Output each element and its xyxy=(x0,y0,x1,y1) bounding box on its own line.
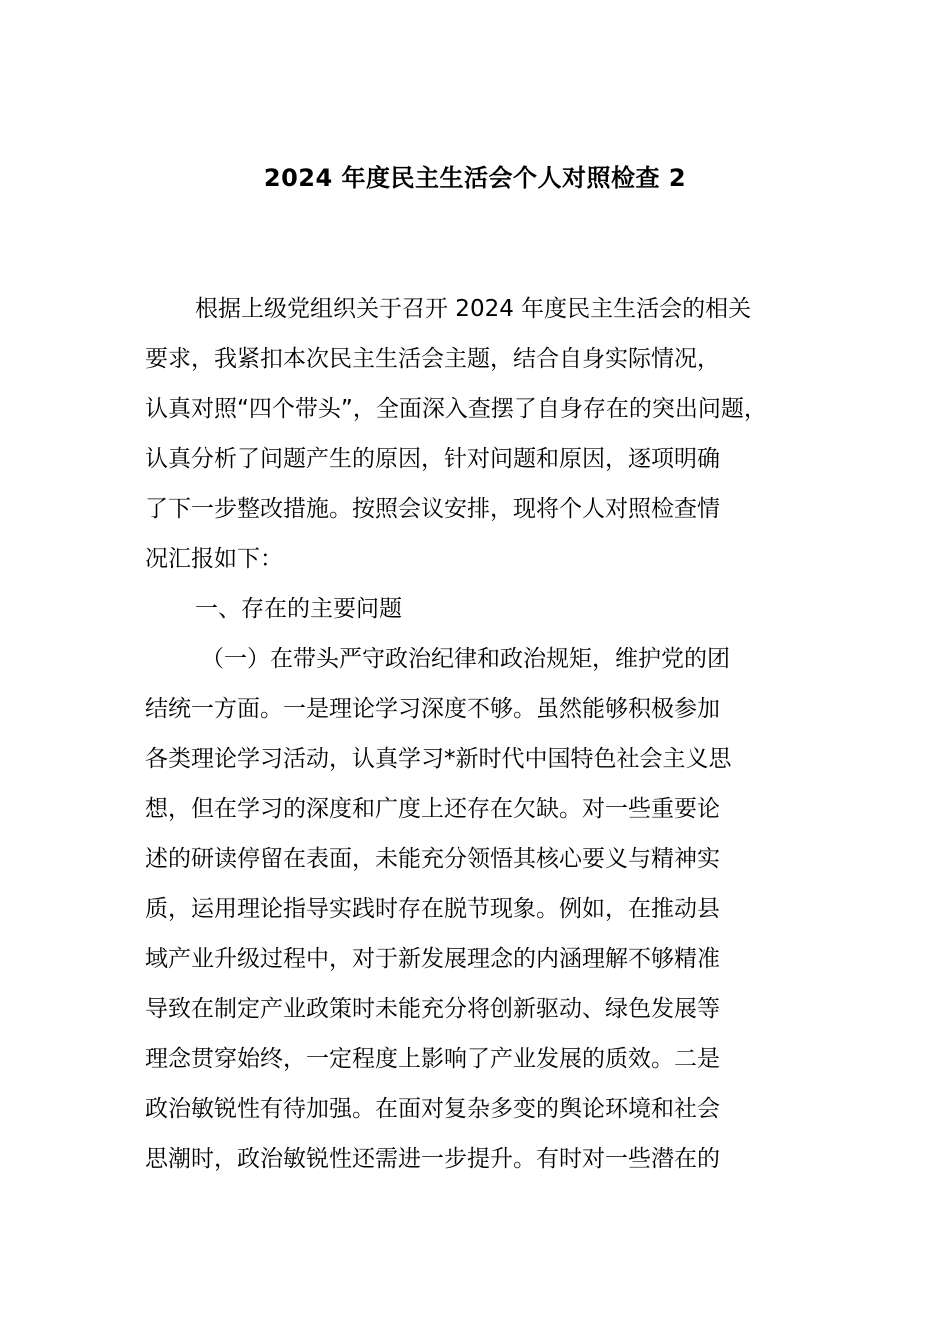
body-line: 质，运用理论指导实践时存在脱节现象。例如，在推动县 xyxy=(145,896,720,922)
body-line: 认真分析了问题产生的原因，针对问题和原因，逐项明确 xyxy=(145,446,720,472)
document-body xyxy=(145,284,825,1184)
body-line: 况汇报如下： xyxy=(145,546,283,572)
body-line: 一、存在的主要问题 xyxy=(195,596,402,622)
body-line: 想，但在学习的深度和广度上还存在欠缺。对一些重要论 xyxy=(145,796,720,822)
body-line: 述的研读停留在表面，未能充分领悟其核心要义与精神实 xyxy=(145,846,720,872)
body-line: 政治敏锐性有待加强。在面对复杂多变的舆论环境和社会 xyxy=(145,1096,720,1122)
body-line: （一）在带头严守政治纪律和政治规矩，维护党的团 xyxy=(201,646,730,672)
body-line: 了下一步整改措施。按照会议安排，现将个人对照检查情 xyxy=(145,496,720,522)
body-line: 各类理论学习活动，认真学习*新时代中国特色社会主义思 xyxy=(145,746,732,772)
body-line: 思潮时，政治敏锐性还需进一步提升。有时对一些潜在的 xyxy=(145,1146,720,1172)
body-line: 导致在制定产业政策时未能充分将创新驱动、绿色发展等 xyxy=(145,996,720,1022)
body-line: 域产业升级过程中，对于新发展理念的内涵理解不够精准 xyxy=(145,946,720,972)
body-line: 根据上级党组织关于召开 2024 年度民主生活会的相关 xyxy=(195,296,752,322)
body-line: 要求，我紧扣本次民主生活会主题，结合自身实际情况， xyxy=(145,346,720,372)
body-line: 结统一方面。一是理论学习深度不够。虽然能够积极参加 xyxy=(145,696,720,722)
document-title: 2024 年度民主生活会个人对照检查 2 xyxy=(263,164,687,192)
body-line: 认真对照“四个带头”，全面深入查摆了自身存在的突出问题， xyxy=(145,396,767,422)
body-line: 理念贯穿始终，一定程度上影响了产业发展的质效。二是 xyxy=(145,1046,720,1072)
